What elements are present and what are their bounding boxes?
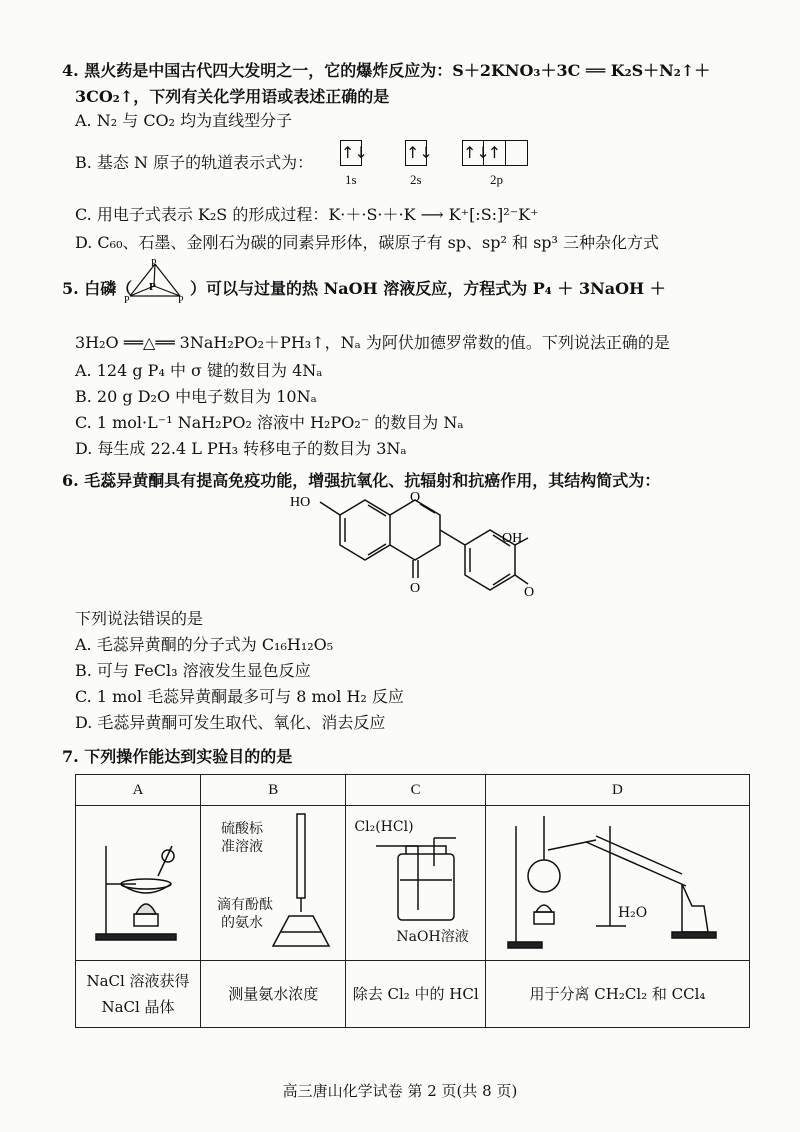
header-c: C: [346, 775, 486, 806]
caption-b: 测量氨水浓度: [201, 961, 346, 1028]
q5-option-b: B. 20 g D₂O 中电子数目为 10Nₐ: [75, 387, 317, 406]
q4-line2: 3CO₂↑，下列有关化学用语或表述正确的是: [75, 87, 390, 106]
orbital-box: ↑↓: [405, 140, 427, 166]
caption-d: 用于分离 CH₂Cl₂ 和 CCl₄: [485, 961, 749, 1028]
q4-option-a: A. N₂ 与 CO₂ 均为直线型分子: [75, 111, 293, 130]
orbital-2p: [462, 140, 528, 166]
header-a: A: [76, 775, 201, 806]
apparatus-a: [76, 806, 201, 961]
svg-text:P: P: [178, 295, 184, 306]
q6-option-d: D. 毛蕊异黄酮可发生取代、氧化、消去反应: [75, 713, 386, 732]
caption-c: 除去 Cl₂ 中的 HCl: [346, 961, 486, 1028]
orbital-box: ↑: [484, 140, 506, 166]
label-keto-o: O: [410, 581, 421, 596]
svg-text:P: P: [151, 258, 157, 269]
header-b: B: [201, 775, 346, 806]
white-phosphorus-structure: [120, 256, 190, 306]
q5-option-a: A. 124 g P₄ 中 σ 键的数目为 4Nₐ: [75, 361, 323, 380]
gas-washing-bottle: [346, 806, 486, 956]
apparatus-b: [201, 806, 346, 961]
caption-a: NaCl 溶液获得 NaCl 晶体: [76, 961, 201, 1028]
label-c1: Cl₂(HCl): [354, 819, 414, 835]
q4-option-c: C. 用电子式表示 K₂S 的形成过程：K·＋·S·＋·K ⟶ K⁺[:S:]²⁻K⁺: [75, 205, 539, 224]
titration-apparatus: [201, 806, 347, 956]
label-c2: NaOH溶液: [396, 929, 469, 945]
q6-option-a: A. 毛蕊异黄酮的分子式为 C₁₆H₁₂O₅: [75, 635, 334, 654]
orbital-box: ↑↓: [340, 140, 362, 166]
header-d: D: [485, 775, 749, 806]
page-footer: 高三唐山化学试卷 第 2 页(共 8 页): [282, 1082, 518, 1100]
svg-text:P: P: [149, 281, 156, 293]
label-2s: 2s: [410, 172, 422, 187]
label-b2: 准溶液: [221, 839, 263, 855]
q5-line2: 3H₂O ══△══ 3NaH₂PO₂＋PH₃↑，Nₐ 为阿伏加德罗常数的值。下列说法正确的是: [75, 333, 670, 352]
orbital-box: [506, 140, 528, 166]
q4-option-b: B. 基态 N 原子的轨道表示式为：: [75, 153, 314, 172]
label-ho: HO: [290, 495, 311, 510]
distillation-apparatus: [486, 806, 751, 956]
q7-line1: 7. 下列操作能达到实验目的的是: [62, 747, 293, 766]
orbital-2s: [405, 140, 433, 166]
q5-option-c: C. 1 mol·L⁻¹ NaH₂PO₂ 溶液中 H₂PO₂⁻ 的数目为 Nₐ: [75, 413, 464, 432]
q6-option-c: C. 1 mol 毛蕊异黄酮最多可与 8 mol H₂ 反应: [75, 687, 404, 706]
q5-option-d: D. 每生成 22.4 L PH₃ 转移电子的数目为 3Nₐ: [75, 439, 407, 458]
q4-option-d: D. C₆₀、石墨、金刚石为碳的同素异形体，碳原子有 sp、sp² 和 sp³ 三种杂化方式: [75, 233, 660, 252]
orbital-1s: [340, 140, 368, 166]
label-ring-o: O: [410, 490, 421, 505]
label-2p: 2p: [490, 172, 503, 187]
q5-line1b: ）可以与过量的热 NaOH 溶液反应，方程式为 P₄ ＋ 3NaOH ＋: [190, 279, 666, 298]
experiment-table: [75, 774, 750, 1028]
apparatus-c: [346, 806, 486, 961]
q6-line1: 6. 毛蕊异黄酮具有提高免疫功能，增强抗氧化、抗辐射和抗癌作用，其结构简式为：: [62, 471, 661, 490]
evaporation-apparatus: [76, 806, 200, 956]
svg-text:P: P: [124, 295, 130, 306]
label-aryl-o: O: [524, 585, 535, 600]
orbital-box: ↑↓: [462, 140, 484, 166]
calycosin-structure: [280, 490, 540, 600]
label-1s: 1s: [345, 172, 357, 187]
label-b4: 的氨水: [221, 915, 263, 931]
q6-option-b: B. 可与 FeCl₃ 溶液发生显色反应: [75, 661, 311, 680]
label-b1: 硫酸标: [221, 821, 263, 837]
q4-line1: 4. 黑火药是中国古代四大发明之一，它的爆炸反应为：S＋2KNO₃＋3C ══ K₂S＋N₂↑＋: [62, 61, 711, 80]
apparatus-d: [485, 806, 749, 961]
label-oh: OH: [502, 531, 523, 546]
label-d1: H₂O: [617, 905, 648, 921]
q6-stem: 下列说法错误的是: [75, 609, 204, 628]
q5-line1a: 5. 白磷（: [62, 279, 133, 298]
label-b3: 滴有酚酞: [217, 897, 273, 913]
